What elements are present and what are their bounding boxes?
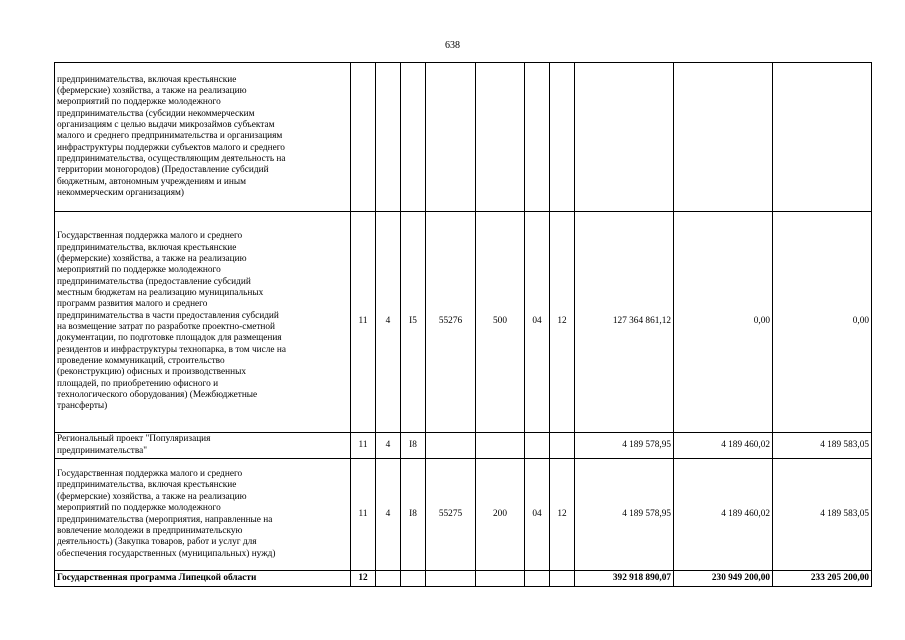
code-cell: 12 [351,571,376,587]
code-cell: 200 [476,459,525,571]
total-amount-cell: 392 918 890,07 [575,571,674,587]
code-cell [476,63,525,212]
table-row [55,212,872,433]
code-cell: 04 [525,212,550,433]
row-description: Государственная поддержка малого и среднего предпринимательства, включая крестьянские (фермерские) хозяйства, а также на реализацию мероприятий по поддержке молодежного предпринимательства (мероприятия, направленные на вовлечение молодежи в предпринимательскую деятельность) (Закупка товаров, работ и услуг для обеспечения государственных (муниципальных) нужд) [55,459,351,571]
code-cell [525,433,550,459]
row-description: Региональный проект "Популяризация предпринимательства" [55,433,351,459]
amount-cell [575,63,674,212]
total-description: Государственная программа Липецкой области [55,571,351,587]
code-cell: 55275 [426,459,476,571]
code-cell [525,63,550,212]
amount-cell [674,63,773,212]
total-amount-cell: 233 205 200,00 [773,571,872,587]
code-cell: 11 [351,433,376,459]
total-row [55,571,872,587]
page-number: 638 [445,40,460,51]
code-cell: 4 [376,212,401,433]
code-cell: 11 [351,212,376,433]
code-cell: 11 [351,459,376,571]
budget-table [54,62,872,587]
code-cell: I8 [401,433,426,459]
amount-cell: 4 189 460,02 [674,433,773,459]
code-cell [550,571,575,587]
code-cell: 55276 [426,212,476,433]
code-cell [426,571,476,587]
code-cell [376,571,401,587]
code-cell [550,433,575,459]
code-cell [476,571,525,587]
code-cell [550,63,575,212]
row-description: Государственная поддержка малого и среднего предпринимательства, включая крестьянские (фермерские) хозяйства, а также на реализацию мероприятий по поддержке молодежного предпринимательства (предоставление субсидий местным бюджетам на реализацию муниципальных программ развития малого и среднего предпринимательства в части предоставления субсидий на возмещение затрат по разработке проектно-сметной документации, по подготовке площадок для размещения резидентов и инфраструктуры технопарка, в том числе на проведение коммуникаций, строительство (реконструкцию) офисных и производственных площадей, по приобретению офисного и технологического оборудования) (Межбюджетные трансферты) [55,212,351,433]
code-cell [376,63,401,212]
code-cell: I5 [401,212,426,433]
amount-cell [773,63,872,212]
code-cell [351,63,376,212]
code-cell: I8 [401,459,426,571]
amount-cell: 0,00 [674,212,773,433]
amount-cell: 4 189 583,05 [773,433,872,459]
code-cell [525,571,550,587]
amount-cell: 0,00 [773,212,872,433]
amount-cell: 4 189 583,05 [773,459,872,571]
code-cell: 500 [476,212,525,433]
table-row [55,433,872,459]
code-cell: 4 [376,459,401,571]
code-cell [401,63,426,212]
amount-cell: 4 189 578,95 [575,459,674,571]
code-cell [401,571,426,587]
code-cell: 12 [550,212,575,433]
code-cell [476,433,525,459]
total-amount-cell: 230 949 200,00 [674,571,773,587]
row-description: предпринимательства, включая крестьянские (фермерские) хозяйства, а также на реализацию мероприятий по поддержке молодежного предпринимательства (субсидии некоммерческим организациям с целью выдачи микрозаймов субъектам малого и среднего предпринимательства и организациям инфраструктуры поддержки субъектов малого и среднего предпринимательства, осуществляющим деятельность на территории моногородов) (Предоставление субсидий бюджетным, автономным учреждениям и иным некоммерческим организациям) [55,63,351,212]
table-row [55,63,872,212]
amount-cell: 4 189 578,95 [575,433,674,459]
amount-cell: 127 364 861,12 [575,212,674,433]
code-cell: 4 [376,433,401,459]
code-cell: 12 [550,459,575,571]
amount-cell: 4 189 460,02 [674,459,773,571]
code-cell: 04 [525,459,550,571]
table-row [55,459,872,571]
code-cell [426,433,476,459]
code-cell [426,63,476,212]
